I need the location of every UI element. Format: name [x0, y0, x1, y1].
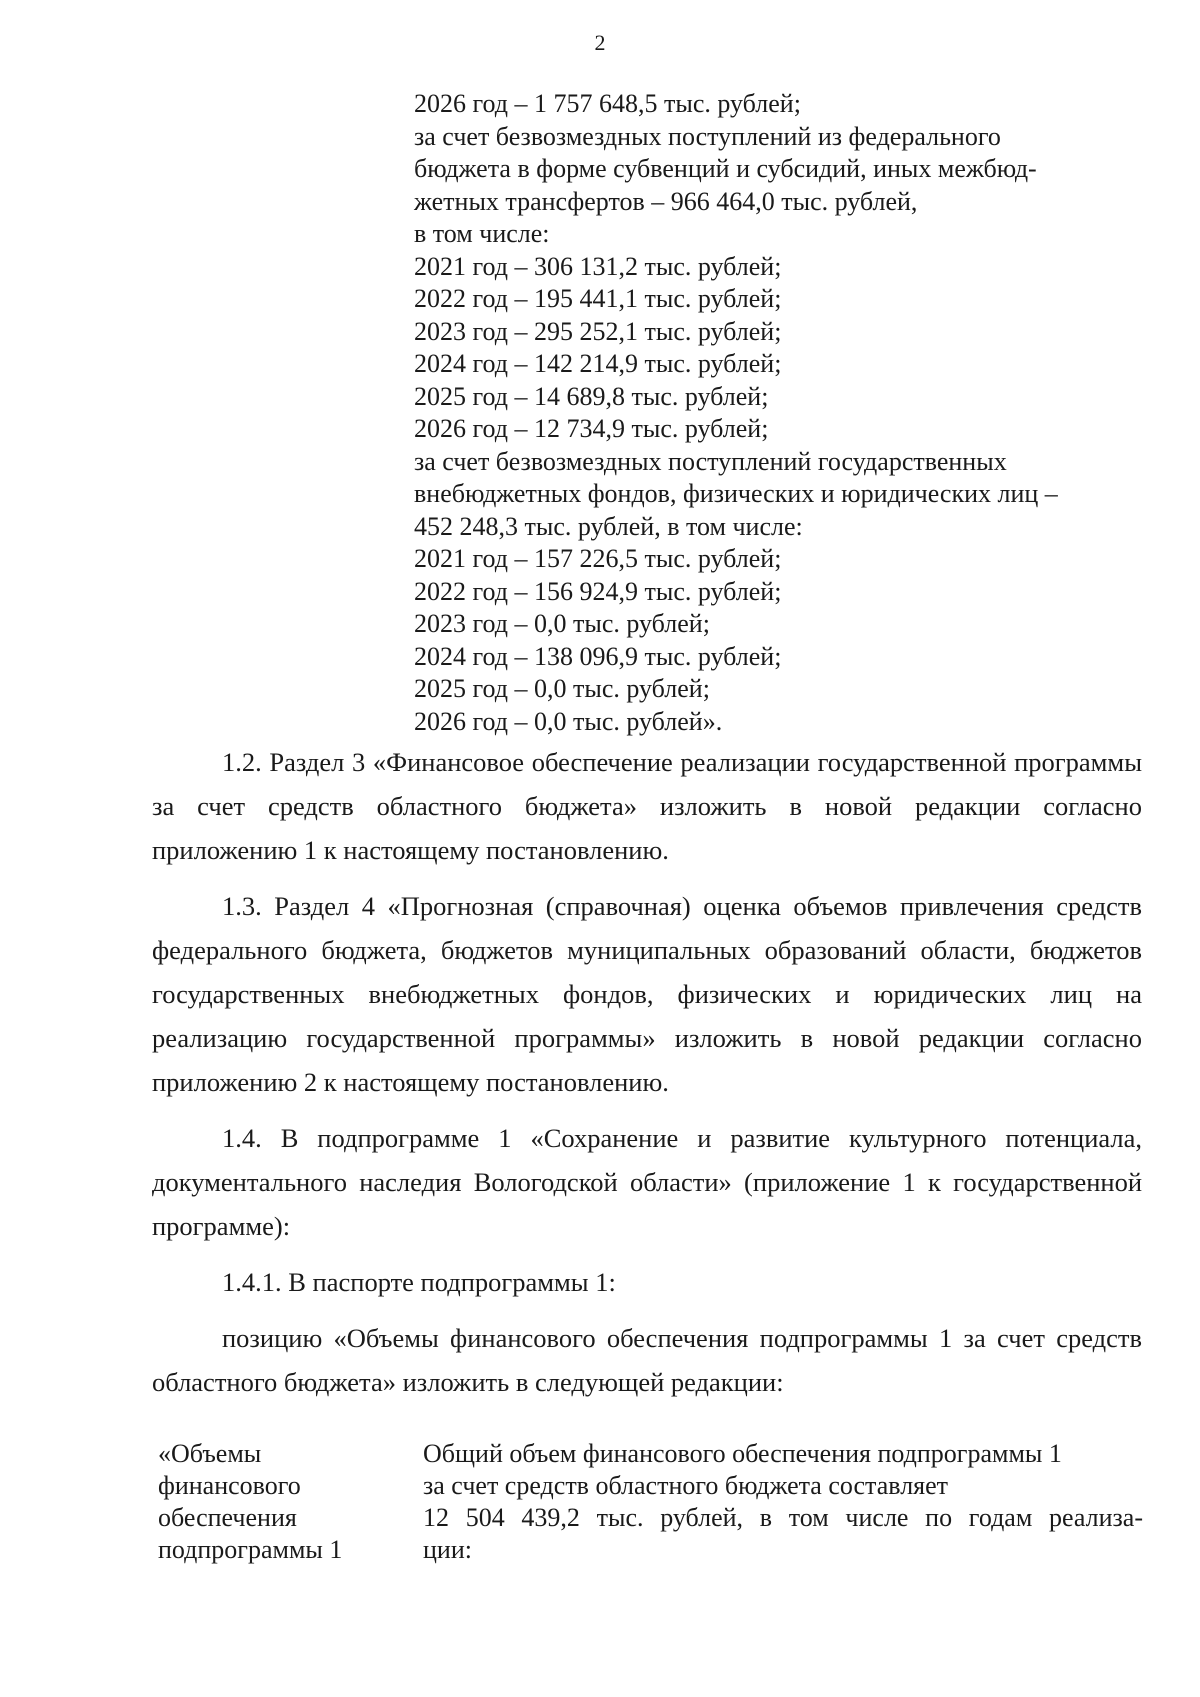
passport-value-line: Общий объем финансового обеспечения подпрограммы 1	[423, 1439, 1062, 1468]
funding-line: 2024 год – 138 096,9 тыс. рублей;	[414, 641, 782, 671]
funding-line: 2021 год – 157 226,5 тыс. рублей;	[414, 544, 782, 573]
paragraph-position: позицию «Объемы финансового обеспечения подпрограммы 1 за счет средств областного бюджета» изложить в следующей редакции:	[152, 1323, 1142, 1397]
funding-line: 2025 год – 0,0 тыс. рублей;	[414, 674, 710, 703]
funding-line: 2023 год – 295 252,1 тыс. рублей;	[414, 316, 782, 346]
passport-label-line: «Объемы	[158, 1439, 262, 1468]
paragraph-1-2: 1.2. Раздел 3 «Финансовое обеспечение реализации государственной программы за счет средств областного бюджета» изложить в новой редакции согласно приложению 1 к настоящему постановлению.	[152, 747, 1142, 865]
funding-line: 2025 год – 14 689,8 тыс. рублей;	[414, 381, 769, 411]
passport-label-line: подпрограммы 1	[158, 1535, 343, 1564]
funding-line: 2026 год – 12 734,9 тыс. рублей;	[414, 414, 769, 443]
funding-line: жетных трансфертов – 966 464,0 тыс. рублей,	[414, 186, 918, 216]
passport-value	[423, 1438, 1143, 1566]
funding-line: 2021 год – 306 131,2 тыс. рублей;	[414, 251, 782, 281]
funding-line: в том числе:	[414, 219, 550, 248]
passport-value-line: ции:	[423, 1535, 472, 1564]
document-body	[152, 740, 1142, 1416]
funding-line: внебюджетных фондов, физических и юридических лиц –	[414, 479, 1058, 508]
paragraph-1-4: 1.4. В подпрограмме 1 «Сохранение и развитие культурного потенциала, документального наследия Вологодской области» (приложение 1 к государственной программе):	[152, 1123, 1142, 1241]
page-number: 2	[594, 30, 606, 55]
passport-label	[158, 1438, 423, 1566]
funding-line: 2022 год – 195 441,1 тыс. рублей;	[414, 284, 782, 313]
funding-line: за счет безвозмездных поступлений из федерального	[414, 121, 1001, 151]
passport-label-line: финансового	[158, 1471, 301, 1500]
funding-line: 2022 год – 156 924,9 тыс. рублей;	[414, 576, 782, 606]
funding-line: 2024 год – 142 214,9 тыс. рублей;	[414, 349, 782, 378]
funding-line: 2023 год – 0,0 тыс. рублей;	[414, 609, 710, 638]
passport-value-line: 12 504 439,2 тыс. рублей, в том числе по годам реализа-	[423, 1503, 1143, 1532]
funding-line: бюджета в форме субвенций и субсидий, иных межбюд-	[414, 154, 1037, 183]
funding-line: 452 248,3 тыс. рублей, в том числе:	[414, 511, 803, 541]
funding-breakdown	[414, 88, 1134, 738]
paragraph-1-3: 1.3. Раздел 4 «Прогнозная (справочная) оценка объемов привлечения средств федерального бюджета, бюджетов муниципальных образований области, бюджетов государственных внебюджетных фондов, физических и юридических лиц на реализацию государственной программы» изложить в новой редакции согласно приложению 2 к настоящему постановлению.	[152, 891, 1142, 1097]
funding-line: 2026 год – 1 757 648,5 тыс. рублей;	[414, 89, 801, 118]
passport-label-line: обеспечения	[158, 1503, 297, 1532]
paragraph-1-4-1: 1.4.1. В паспорте подпрограммы 1:	[222, 1267, 616, 1297]
funding-line: за счет безвозмездных поступлений государственных	[414, 446, 1007, 476]
funding-line: 2026 год – 0,0 тыс. рублей».	[414, 706, 723, 736]
passport-value-line: за счет средств областного бюджета составляет	[423, 1471, 949, 1500]
passport-table-row	[158, 1438, 1143, 1566]
